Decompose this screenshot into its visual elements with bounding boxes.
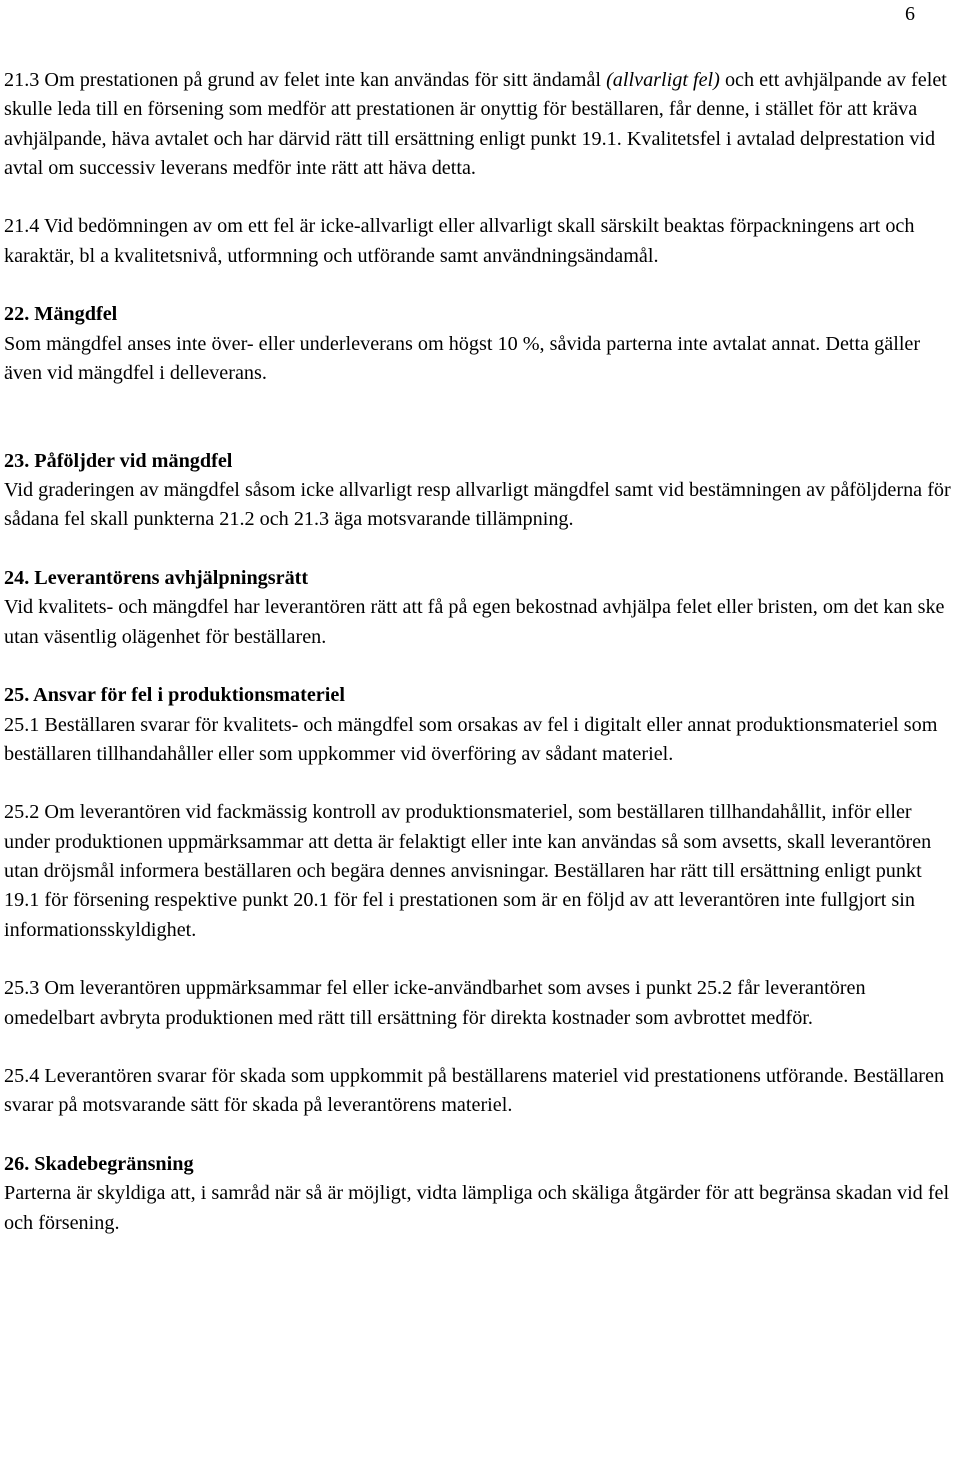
spacer <box>4 1033 956 1062</box>
paragraph-22: Som mängdfel anses inte över- eller underleverans om högst 10 %, såvida parterna inte avtalat annat. Detta gäller även vid mängdfel i delleverans. <box>4 332 921 384</box>
paragraph-25-2: 25.2 Om leverantören vid fackmässig kontroll av produktionsmateriel, som beställaren tillhandahållit, inför eller under produktionen uppmärksammar att detta är felaktigt eller inte kan användas så som avsetts, skall leverantören utan dröjsmål informera beställaren och begära dennes anvisningar. Beställaren har rätt till ersättning enligt punkt 19.1 för försening respektive punkt 20.1 för fel i prestationen som är en följd av att leverantören inte fullgjort sin informationsskyldighet. <box>4 801 932 941</box>
heading-25: 25. Ansvar för fel i produktionsmateriel <box>4 684 345 707</box>
paragraph-26: Parterna är skyldiga att, i samråd när så är möjligt, vidta lämpliga och skäliga åtgärder för att begränsa skadan vid fel och försening. <box>4 1182 950 1234</box>
paragraph-21-3-text-end: och ett avhjälpande av felet skulle leda till en försening som medför att prestationen är onyttig för beställaren, får denne, i stället för att kräva avhjälpande, häva avtalet och har därvid rätt till ersättning enligt punkt 19.1. Kvalitetsfel i avtalad delprestation vid avtal om successiv leverans medför inte rätt att häva detta. <box>4 69 947 179</box>
paragraph-25-4: 25.4 Leverantören svarar för skada som uppkommit på beställarens materiel vid prestationens utförande. Beställaren svarar på motsvarande sätt för skada på leverantörens materiel. <box>4 1065 945 1117</box>
paragraph-24: Vid kvalitets- och mängdfel har leverantören rätt att få på egen bekostnad avhjälpa felet eller bristen, om det kan ske utan väsentlig olägenhet för beställaren. <box>4 596 945 648</box>
page-number: 6 <box>905 3 915 25</box>
spacer <box>4 271 956 300</box>
spacer <box>4 535 956 564</box>
paragraph-23: Vid graderingen av mängdfel såsom icke allvarligt resp allvarligt mängdfel samt vid bestämningen av påföljderna för sådana fel skall punkterna 21.2 och 21.3 äga motsvarande tillämpning. <box>4 479 951 531</box>
paragraph-21-3-emphasis: (allvarligt fel) <box>606 69 720 91</box>
spacer <box>4 183 956 212</box>
paragraph-25-3: 25.3 Om leverantören uppmärksammar fel eller icke-användbarhet som avses i punkt 25.2 får leverantören omedelbart avbryta produktionen med rätt till ersättning för direkta kostnader som avbrottet medför. <box>4 977 866 1029</box>
heading-23: 23. Påföljder vid mängdfel <box>4 449 233 472</box>
heading-24: 24. Leverantörens avhjälpningsrätt <box>4 567 309 590</box>
document-body <box>4 66 956 1238</box>
spacer <box>4 652 956 681</box>
spacer <box>4 945 956 974</box>
paragraph-25-1: 25.1 Beställaren svarar för kvalitets- och mängdfel som orsakas av fel i digitalt eller annat produktionsmateriel som beställaren tillhandahåller eller som uppkommer vid överföring av sådant materiel. <box>4 713 938 765</box>
paragraph-21-3-text-start: 21.3 Om prestationen på grund av felet inte kan användas för sitt ändamål <box>4 69 607 91</box>
paragraph-21-3 <box>4 66 956 183</box>
spacer <box>4 388 956 447</box>
heading-22: 22. Mängdfel <box>4 303 118 326</box>
spacer <box>4 1121 956 1150</box>
heading-26: 26. Skadebegränsning <box>4 1152 194 1175</box>
spacer <box>4 769 956 798</box>
paragraph-21-4: 21.4 Vid bedömningen av om ett fel är icke-allvarligt eller allvarligt skall särskilt beaktas förpackningens art och karaktär, bl a kvalitetsnivå, utformning och utförande samt användningsändamål. <box>4 215 915 267</box>
